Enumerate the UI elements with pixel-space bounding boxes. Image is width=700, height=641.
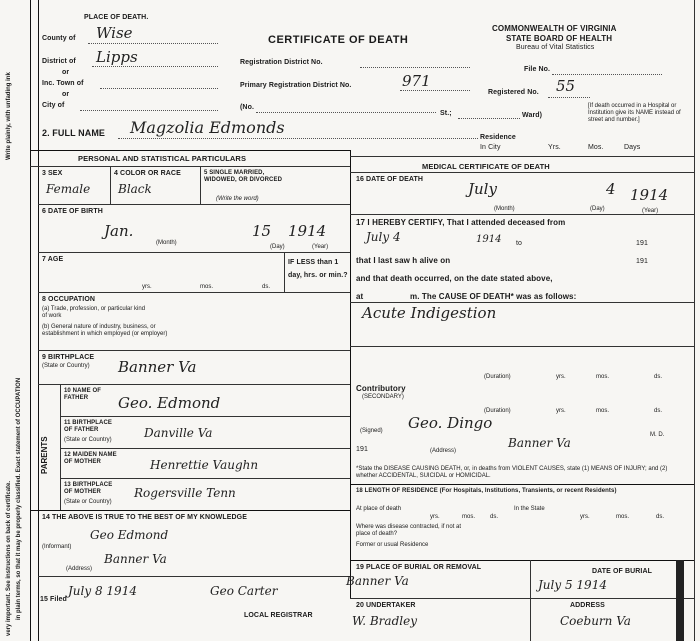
marital-hint: (Write the word) <box>216 196 259 202</box>
sex-label: 3 SEX <box>42 170 63 177</box>
last-saw-year: 191 <box>636 258 648 265</box>
age-mos: mos. <box>200 284 214 290</box>
mother-bp-hint: (State or Country) <box>64 499 112 505</box>
side-note-bottom: Write plainly, with unfading ink <box>6 72 12 160</box>
or-1: or <box>62 69 70 76</box>
duration-1-mos: mos. <box>596 374 610 380</box>
district-label: District of <box>42 58 76 65</box>
at-place-label: At place of death <box>356 506 402 512</box>
duration-2-ds: ds. <box>654 408 663 414</box>
in-state-mos: mos. <box>616 514 630 520</box>
ward-label: Ward) <box>522 112 543 119</box>
county-value: Wise <box>96 24 133 42</box>
father-bp-label: 11 BIRTHPLACE OF FATHER <box>64 420 112 433</box>
color-value: Black <box>118 182 152 196</box>
mother-bp-value: Rogersville Tenn <box>134 486 236 500</box>
dob-month-hint: (Month) <box>156 240 177 246</box>
duration-2-yrs: yrs. <box>556 408 566 414</box>
district-value: Lipps <box>96 48 138 66</box>
at-place-ds: ds. <box>490 514 499 520</box>
date-death-year-hint: (Year) <box>642 208 659 214</box>
registrar-signature: Geo Carter <box>210 584 278 598</box>
side-note-top: very important. See instructions on back of certificate. <box>6 480 12 636</box>
occupation-label: 8 OCCUPATION <box>42 296 96 303</box>
father-name-value: Geo. Edmond <box>118 394 221 412</box>
registered-no-label: Registered No. <box>488 89 539 96</box>
parents-label: PARENTS <box>40 436 49 474</box>
occupation-a: (a) Trade, profession, or particular kind of work <box>42 306 146 319</box>
place-of-death-label: PLACE OF DEATH. <box>84 14 149 21</box>
left-border <box>30 0 31 641</box>
medical-address-label: (Address) <box>430 448 457 454</box>
informant-value: Geo Edmond <box>90 528 169 542</box>
commonwealth-label: COMMONWEALTH OF VIRGINIA <box>492 24 617 33</box>
age-label: 7 AGE <box>42 256 64 263</box>
signed-label: (Signed) <box>360 428 383 434</box>
local-registrar-label: LOCAL REGISTRAR <box>244 612 313 619</box>
dob-label: 6 DATE OF BIRTH <box>42 208 103 215</box>
dob-month: Jan. <box>104 222 134 240</box>
date-burial-value: July 5 1914 <box>538 578 607 592</box>
secondary-label: (SECONDARY) <box>362 394 404 400</box>
certify-label: 17 I HEREBY CERTIFY, That I attended deceased from <box>356 218 566 227</box>
father-bp-hint: (State or Country) <box>64 437 112 443</box>
birthplace-label: 9 BIRTHPLACE <box>42 354 95 361</box>
father-bp-value: Danville Va <box>144 426 213 440</box>
undertaker-value: W. Bradley <box>352 614 417 628</box>
date-death-month-hint: (Month) <box>494 206 515 212</box>
death-occurred-label: and that death occurred, on the date stated above, <box>356 274 553 283</box>
date-death-label: 16 DATE OF DEATH <box>356 176 424 183</box>
cause-footnote: *State the DISEASE CAUSING DEATH, or, in deaths from VIOLENT CAUSES, state (1) MEANS OF INJURY; and (2) whether ACCIDENTAL, SUICIDAL or HOMICIDAL. <box>356 466 668 479</box>
undertaker-address-label: ADDRESS <box>570 602 605 609</box>
informant-address-label: (Address) <box>66 566 93 572</box>
informant-address-value: Banner Va <box>104 552 167 566</box>
county-label: County of <box>42 35 76 42</box>
medical-date-191: 191 <box>356 446 368 453</box>
mother-bp-label: 13 BIRTHPLACE OF MOTHER <box>64 482 113 495</box>
right-border <box>694 0 695 641</box>
signed-value: Geo. Dingo <box>408 414 493 432</box>
primary-registration-value: 971 <box>402 72 431 90</box>
former-residence-label: Former or usual Residence <box>356 542 429 548</box>
st-label: St.; <box>440 110 452 117</box>
dob-year: 1914 <box>288 222 327 240</box>
registered-no-value: 55 <box>556 77 576 95</box>
residence-label: Residence <box>480 134 516 141</box>
birthplace-hint: (State or Country) <box>42 363 90 369</box>
dob-year-hint: (Year) <box>312 244 329 250</box>
date-burial-label: DATE OF BURIAL <box>592 568 652 575</box>
center-divider <box>350 150 351 598</box>
dob-day-hint: (Day) <box>270 244 285 250</box>
age-ds: ds. <box>262 284 271 290</box>
at-place-yrs: yrs. <box>430 514 440 520</box>
marital-label: 5 SINGLE MARRIED, WIDOWED, OR DIVORCED <box>204 170 282 183</box>
full-name-label: 2. FULL NAME <box>42 128 106 138</box>
mother-name-value: Henrettie Vaughn <box>150 458 259 472</box>
medical-address-value: Banner Va <box>508 436 571 450</box>
undertaker-label: 20 UNDERTAKER <box>356 602 416 609</box>
contributory-label: Contributory <box>356 384 406 393</box>
undertaker-address-value: Coeburn Va <box>560 614 631 628</box>
date-death-year: 1914 <box>630 186 669 204</box>
age-yrs: yrs. <box>142 284 152 290</box>
at-place-mos: mos. <box>462 514 476 520</box>
birthplace-value: Banner Va <box>118 358 197 376</box>
res-yrs-label: Yrs. <box>548 144 561 151</box>
file-no-label: File No. <box>524 66 551 73</box>
mother-name-label: 12 MAIDEN NAME OF MOTHER <box>64 452 117 465</box>
personal-section-title: PERSONAL AND STATISTICAL PARTICULARS <box>78 154 247 163</box>
inc-town-label: Inc. Town of <box>42 80 84 87</box>
color-label: 4 COLOR OR RACE <box>114 170 181 177</box>
certify-year: 1914 <box>476 234 502 245</box>
date-death-day: 4 <box>606 180 616 198</box>
length-residence-label: 18 LENGTH OF RESIDENCE (For Hospitals, Institutions, Transients, or recent Residents) <box>356 488 617 494</box>
md-label: M. D. <box>650 432 665 438</box>
certificate-title: CERTIFICATE OF DEATH <box>268 34 409 46</box>
to-label: to <box>516 240 523 247</box>
filed-value: July 8 1914 <box>68 584 137 598</box>
duration-2: (Duration) <box>484 408 511 414</box>
in-state-ds: ds. <box>656 514 665 520</box>
sex-value: Female <box>46 182 91 196</box>
if-less-label: IF LESS than 1 day, hrs. or min.? <box>288 259 348 279</box>
res-mos-label: Mos. <box>588 144 604 151</box>
duration-1: (Duration) <box>484 374 511 380</box>
duration-2-mos: mos. <box>596 408 610 414</box>
in-state-yrs: yrs. <box>580 514 590 520</box>
date-death-day-hint: (Day) <box>590 206 605 212</box>
duration-1-yrs: yrs. <box>556 374 566 380</box>
in-state-label: In the State <box>514 506 545 512</box>
res-days-label: Days <box>624 144 641 151</box>
date-death-month: July <box>468 180 497 198</box>
scan-edge <box>676 560 684 641</box>
burial-label: 19 PLACE OF BURIAL OR REMOVAL <box>356 564 482 571</box>
true-statement-label: 14 THE ABOVE IS TRUE TO THE BEST OF MY KNOWLEDGE <box>42 514 247 521</box>
informant-label: (Informant) <box>42 544 72 550</box>
certify-from-value: July 4 <box>366 230 401 244</box>
registration-district-label: Registration District No. <box>240 59 323 66</box>
or-2: or <box>62 91 70 98</box>
hospital-note: [If death occurred in a Hospital or Institution give its NAME instead of street and number.] <box>588 103 681 123</box>
left-border-inner <box>38 0 39 641</box>
primary-registration-label: Primary Registration District No. <box>240 82 352 89</box>
no-label: (No. <box>240 104 255 111</box>
burial-value: Banner Va <box>346 574 409 588</box>
medical-section-title: MEDICAL CERTIFICATE OF DEATH <box>422 162 550 171</box>
at-label: at <box>356 292 364 301</box>
to-year: 191 <box>636 240 648 247</box>
cause-label: m. The CAUSE OF DEATH* was as follows: <box>410 292 577 301</box>
cause-value: Acute Indigestion <box>362 304 497 322</box>
bureau-label: Bureau of Vital Statistics <box>516 44 595 51</box>
duration-1-ds: ds. <box>654 374 663 380</box>
side-note-mid: in plain terms, so that it may be properly classified. Exact statement of OCCUPATION <box>16 377 22 620</box>
where-contracted-label: Where was disease contracted, if not at place of death? <box>356 524 462 537</box>
state-board-label: STATE BOARD OF HEALTH <box>506 34 613 43</box>
father-name-label: 10 NAME OF FATHER <box>64 388 102 401</box>
in-city-label: In City <box>480 144 501 151</box>
last-saw-label: that I last saw h alive on <box>356 256 451 265</box>
filed-label: 15 Filed <box>40 596 67 603</box>
occupation-b: (b) General nature of industry, business, or establishment in which employed (or employer) <box>42 324 168 337</box>
city-label: City of <box>42 102 65 109</box>
dob-day: 15 <box>252 222 272 240</box>
full-name-value: Magzolia Edmonds <box>130 118 285 137</box>
